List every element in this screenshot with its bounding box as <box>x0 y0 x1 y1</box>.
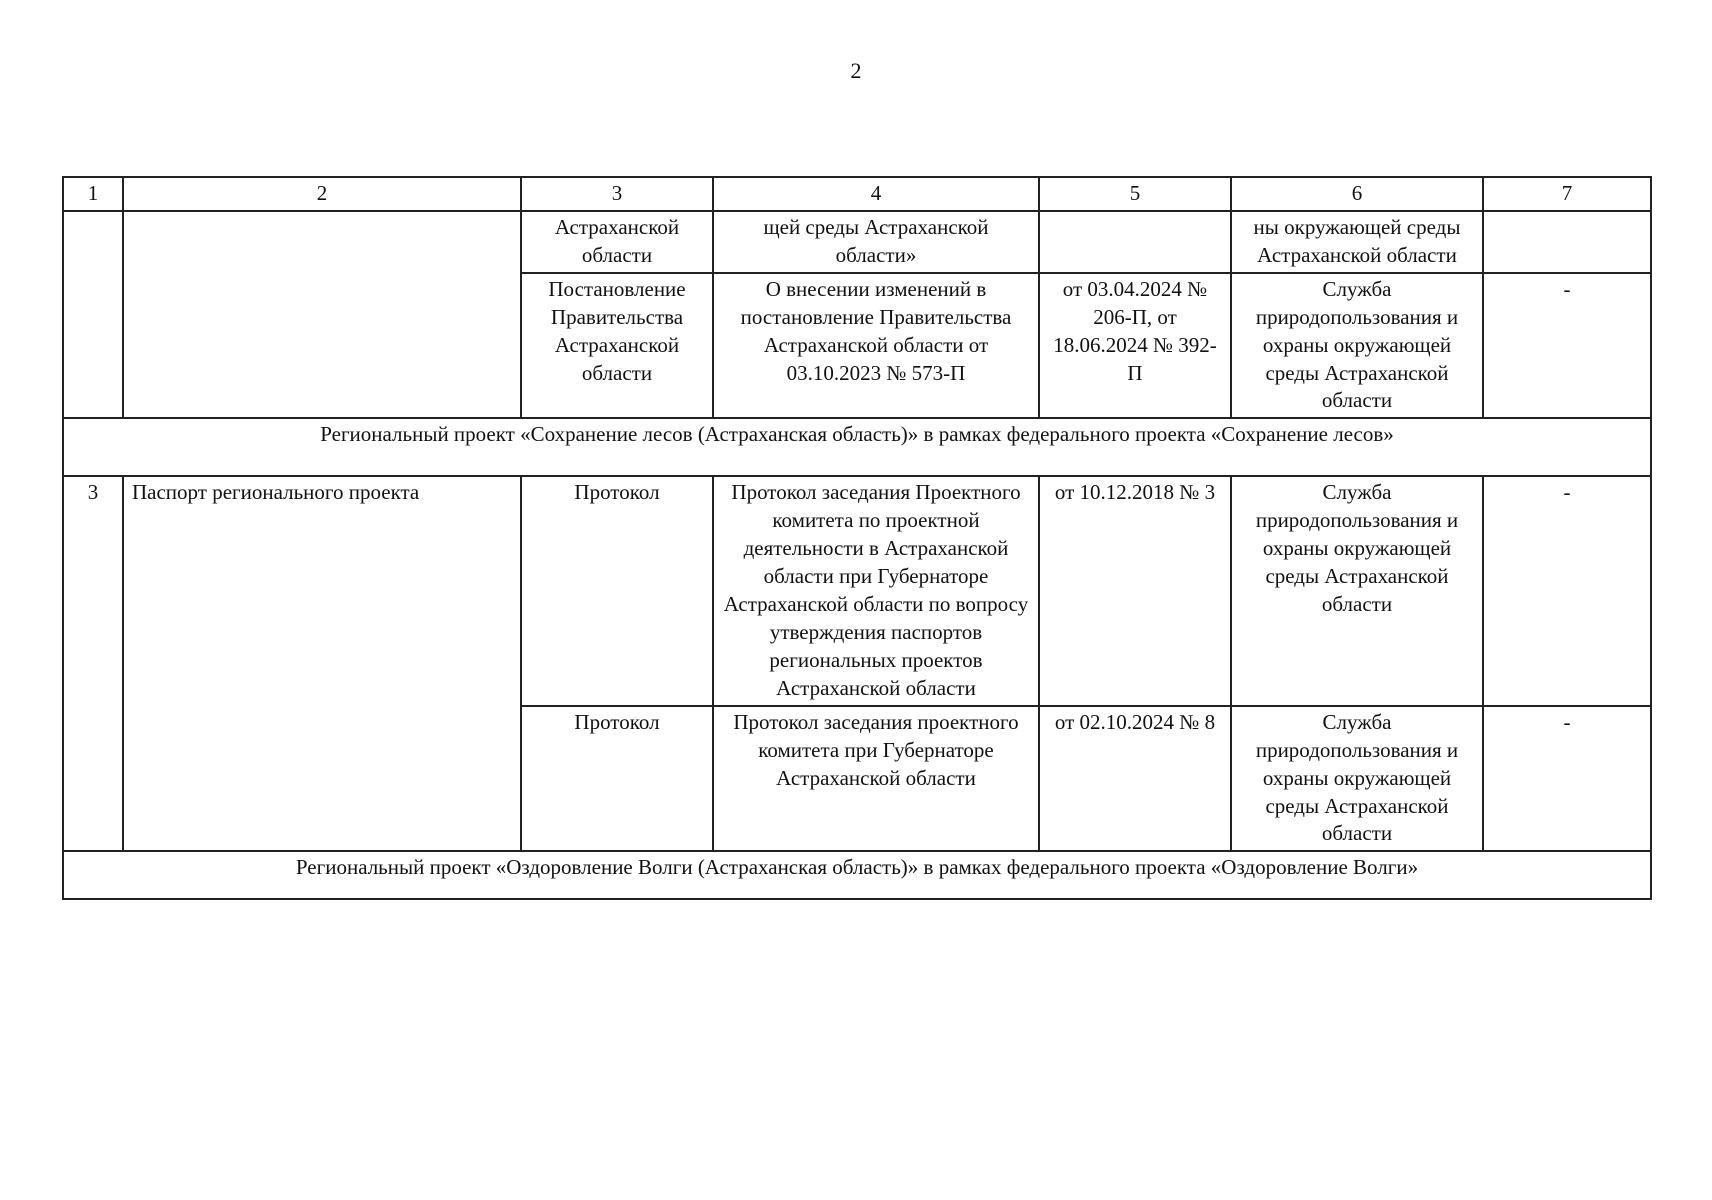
header-row <box>63 177 1651 211</box>
header-cell-6: 6 <box>1231 177 1483 211</box>
note-cell: - <box>1483 706 1651 852</box>
act-type-cell: Постановление Правительства Астраханской области <box>521 273 713 419</box>
header-cell-2: 2 <box>123 177 521 211</box>
header-cell-4: 4 <box>713 177 1039 211</box>
responsible-cell: Служба природопользования и охраны окружающей среды Астраханской области <box>1231 706 1483 852</box>
responsible-cell: ны окружающей среды Астраханской области <box>1231 211 1483 273</box>
page-number: 2 <box>850 58 862 83</box>
note-cell <box>1483 211 1651 273</box>
note-cell: - <box>1483 273 1651 419</box>
act-title-cell: Протокол заседания Проектного комитета по проектной деятельности в Астраханской области при Губернаторе Астраханской области по вопросу утверждения паспортов региональных проектов Астраханской области <box>713 476 1039 705</box>
act-title-cell: О внесении изменений в постановление Правительства Астраханской области от 03.10.2023 № 573-П <box>713 273 1039 419</box>
header-cell-1: 1 <box>63 177 123 211</box>
note-cell: - <box>1483 476 1651 705</box>
document-name-cell <box>123 211 521 418</box>
act-type-cell: Протокол <box>521 476 713 705</box>
header-cell-5: 5 <box>1039 177 1231 211</box>
registry-table <box>62 176 1652 900</box>
section-title: Региональный проект «Сохранение лесов (Астраханская область)» в рамках федерального проекта «Сохранение лесов» <box>63 418 1651 476</box>
table-row <box>63 211 1651 273</box>
act-date-cell: от 03.04.2024 № 206-П, от 18.06.2024 № 392-П <box>1039 273 1231 419</box>
act-date-cell: от 02.10.2024 № 8 <box>1039 706 1231 852</box>
act-date-cell: от 10.12.2018 № 3 <box>1039 476 1231 705</box>
section-title: Региональный проект «Оздоровление Волги (Астраханская область)» в рамках федерального проекта «Оздоровление Волги» <box>63 851 1651 899</box>
header-cell-7: 7 <box>1483 177 1651 211</box>
table-row <box>63 476 1651 705</box>
act-date-cell <box>1039 211 1231 273</box>
header-cell-3: 3 <box>521 177 713 211</box>
act-title-cell: Протокол заседания проектного комитета при Губернаторе Астраханской области <box>713 706 1039 852</box>
document-name-cell: Паспорт регионального проекта <box>123 476 521 851</box>
act-title-cell: щей среды Астраханской области» <box>713 211 1039 273</box>
row-number-cell <box>63 211 123 418</box>
act-type-cell: Протокол <box>521 706 713 852</box>
responsible-cell: Служба природопользования и охраны окружающей среды Астраханской области <box>1231 273 1483 419</box>
section-row <box>63 418 1651 476</box>
row-number-cell: 3 <box>63 476 123 851</box>
responsible-cell: Служба природопользования и охраны окружающей среды Астраханской области <box>1231 476 1483 705</box>
act-type-cell: Астраханской области <box>521 211 713 273</box>
section-row <box>63 851 1651 899</box>
